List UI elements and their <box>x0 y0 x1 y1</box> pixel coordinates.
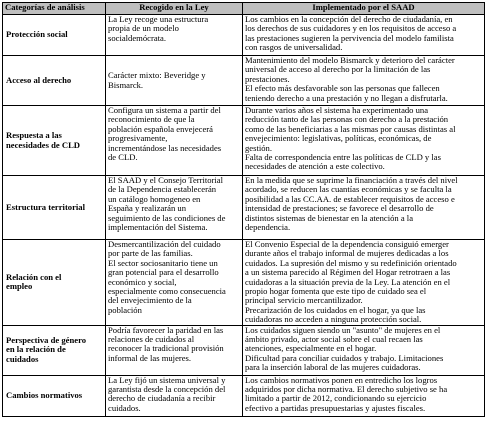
table-row <box>3 56 485 106</box>
header-saad: Implementado por el SAAD <box>243 3 485 15</box>
saad-cell: Los cambios en la concepción del derecho de ciudadanía, en los derechos de sus cuidadores y en los requisitos de acceso a las prestaciones sugieren la pervivencia del modelo familista con rasgos de universalidad. <box>243 15 485 56</box>
header-row <box>3 3 485 15</box>
ley-cell: Carácter mixto: Beveridge y Bismarck. <box>106 56 243 106</box>
header-ley: Recogido en la Ley <box>106 3 243 15</box>
category-cell: Acceso al derecho <box>3 56 106 106</box>
saad-cell: Durante varios años el sistema ha experimentado una reducción tanto de las personas con derecho a la prestación como de las beneficiarias a las mismas por causas distintas al envejecimiento: legislativas, políticas, económicas, de gestión. Falta de correspondencia entre las políticas de CLD y las necesidades de atención a este colectivo. <box>243 106 485 176</box>
category-cell: Relación con el empleo <box>3 240 106 326</box>
table-row <box>3 176 485 240</box>
saad-cell: Los cuidados siguen siendo un "asunto" de mujeres en el ámbito privado, actor social sobre el cual recaen las atenciones, especialmente en el hogar. Dificultad para conciliar cuidados y trabajo. Limitaciones para la inserción laboral de las mujeres cuidadoras. <box>243 325 485 375</box>
comparison-table <box>2 2 485 417</box>
table-row <box>3 240 485 326</box>
ley-cell: La Ley recoge una estructura propia de un modelo socialdemócrata. <box>106 15 243 56</box>
category-cell: Perspectiva de género en la relación de cuidados <box>3 325 106 375</box>
category-cell: Protección social <box>3 15 106 56</box>
ley-cell: El SAAD y el Consejo Territorial de la Dependencia establecerán un catálogo homogeneo en España y realizarán un seguimiento de las condiciones de implementación del Sistema. <box>106 176 243 240</box>
saad-cell: El Convenio Especial de la dependencia consiguió emerger durante años el trabajo informal de mujeres dedicadas a los cuidados. La supresión del mismo y su redefinición orientado a un sistema parecido al Régimen del Hogar retrotraen a las cuidadoras a la situación previa de la Ley. La atención en el propio hogar fomenta que este tipo de cuidado sea el principal servicio mercantilizador. Precarización de los cuidados en el hogar, ya que las cuidadoras no acceden a ninguna protección social. <box>243 240 485 326</box>
ley-cell: Podría favorecer la paridad en las relaciones de cuidados al reconocer la tradicional provisión informal de las mujeres. <box>106 325 243 375</box>
category-cell: Cambios normativos <box>3 375 106 416</box>
saad-cell: Los cambios normativos ponen en entredicho los logros adquiridos por dicha normativa. El derecho subjetivo se ha limitado a partir de 2012, condicionando su ejercicio efectivo a partidas presupuestarias y ajustes fiscales. <box>243 375 485 416</box>
table-row <box>3 375 485 416</box>
category-cell: Respuesta a las necesidades de CLD <box>3 106 106 176</box>
saad-cell: Mantenimiento del modelo Bismarck y deterioro del carácter universal de acceso al derecho por la limitación de las prestaciones. El efecto más desfavorable son las personas que fallecen teniendo derecho a una prestación y no llegan a disfrutarla. <box>243 56 485 106</box>
header-categorias: Categorías de análisis <box>3 3 106 15</box>
category-cell: Estructura territorial <box>3 176 106 240</box>
table-row <box>3 325 485 375</box>
ley-cell: Configura un sistema a partir del reconocimiento de que la población española envejecerá progresivamente, incrementándose las necesidades de CLD. <box>106 106 243 176</box>
ley-cell: La Ley fijó un sistema universal y garantista desde la concepción del derecho de ciudadanía a recibir cuidados. <box>106 375 243 416</box>
saad-cell: En la medida que se suprime la financiación a través del nivel acordado, se reducen las cuantías económicas y se faculta la posibilidad a las CC.AA. de establecer requisitos de acceso e intensidad de prestaciones; se favorece el desarrollo de distintos sistemas de bienestar en la atención a la dependencia. <box>243 176 485 240</box>
table-row <box>3 106 485 176</box>
ley-cell: Desmercantilización del cuidado por parte de las familias. El sector sociosanitario tiene un gran potencial para el desarrollo económico y social, especialmente como consecuencia del envejecimiento de la población <box>106 240 243 326</box>
table-row <box>3 15 485 56</box>
